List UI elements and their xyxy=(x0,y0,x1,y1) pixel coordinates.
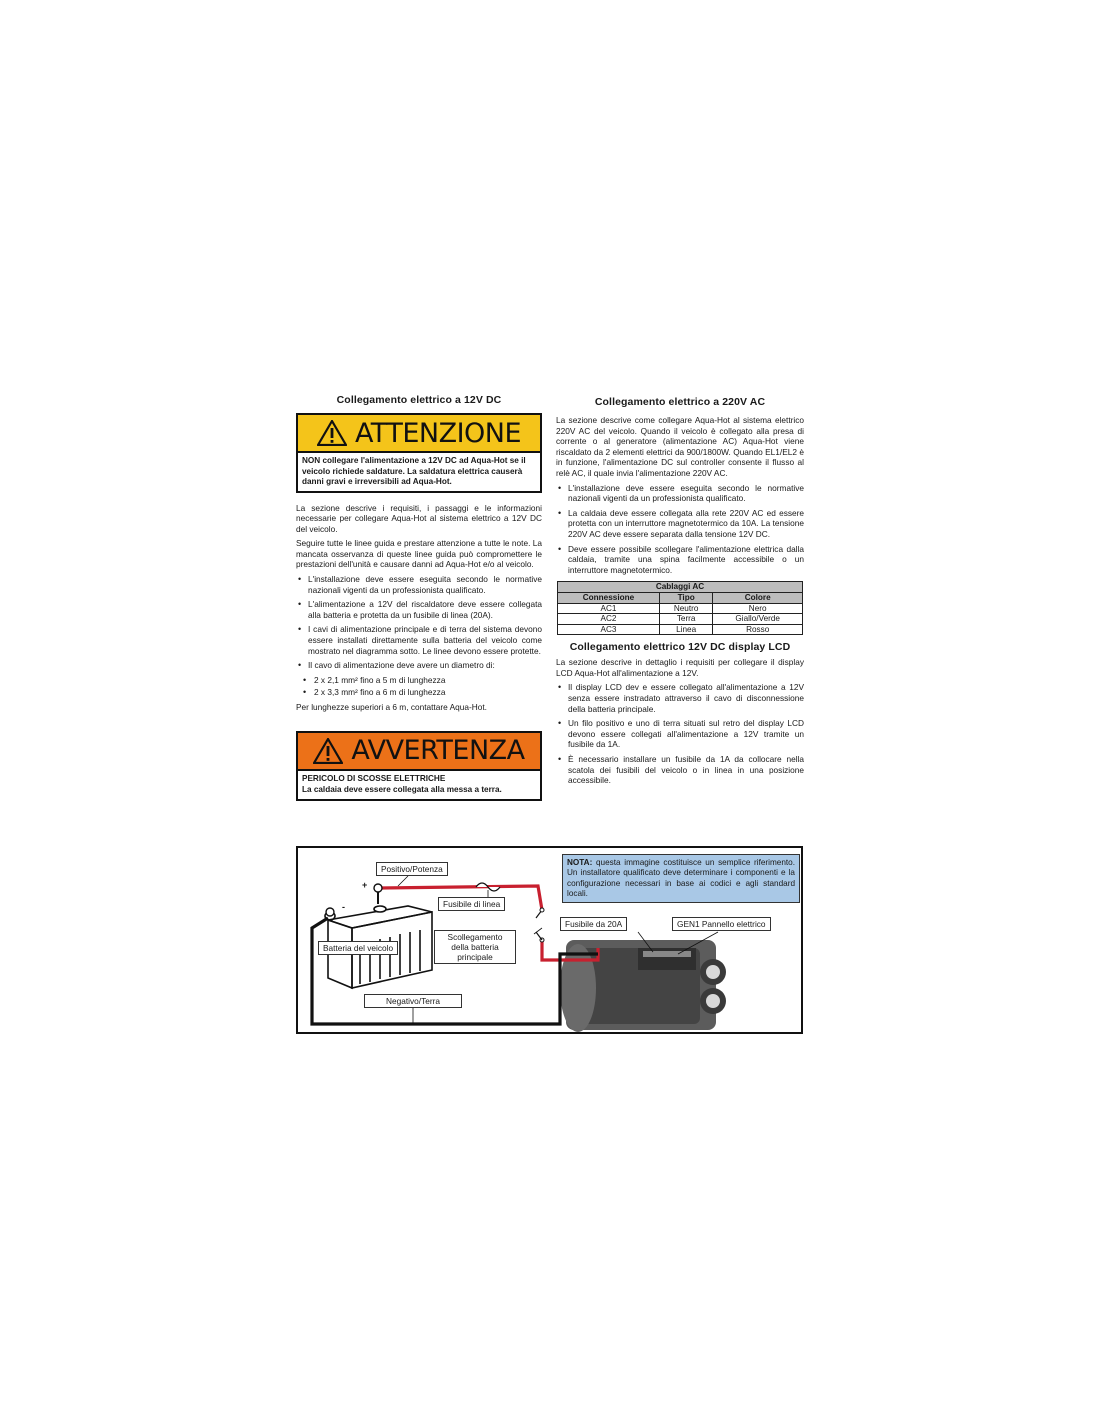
warning-triangle-icon xyxy=(313,738,343,764)
table-row xyxy=(558,603,803,614)
label-gen1-panel: GEN1 Pannello elettrico xyxy=(672,917,771,931)
column-header: Colore xyxy=(713,592,803,603)
cable-diameter-list xyxy=(296,675,542,698)
lcd-intro-paragraph: La sezione descrive in dettaglio i requisiti per collegare il display LCD Aqua-Hot all'alimentazione a 12V. xyxy=(556,657,804,678)
lcd-requirements-list xyxy=(556,682,804,785)
table-cell: AC2 xyxy=(558,614,660,625)
table-row xyxy=(558,614,803,625)
attention-banner xyxy=(298,415,540,453)
fuse-symbol xyxy=(476,883,500,891)
warning-line1: PERICOLO DI SCOSSE ELETTRICHE xyxy=(302,773,446,783)
table-cell: Neutro xyxy=(659,603,712,614)
warning-triangle-icon xyxy=(317,420,347,446)
label-positive: Positivo/Potenza xyxy=(376,862,448,876)
table-cell: Nero xyxy=(713,603,803,614)
wiring-diagram xyxy=(296,846,803,1034)
table-caption: Cablaggi AC xyxy=(558,582,803,593)
column-header: Tipo xyxy=(659,592,712,603)
label-minus: - xyxy=(342,902,345,912)
table-cell: AC1 xyxy=(558,603,660,614)
contact-paragraph: Per lunghezze superiori a 6 m, contattare Aqua-Hot. xyxy=(296,702,487,712)
table-cell: Rosso xyxy=(713,624,803,635)
list-item: • È necessario installare un fusibile da 1A da collocare nella scatola dei fusibili del veicolo o in linea in una posizione accessibile. xyxy=(568,754,804,786)
attention-text: NON collegare l'alimentazione a 12V DC ad Aqua-Hot se il veicolo richiede saldature. La saldatura elettrica causerà danni gravi e irreversibili ad Aqua-Hot. xyxy=(302,456,526,486)
ac-requirements-list xyxy=(556,483,804,576)
warning-box xyxy=(296,731,542,801)
list-item: • Il cavo di alimentazione deve avere un diametro di: xyxy=(308,660,542,671)
list-item: • L'installazione deve essere eseguita secondo le normative nazionali vigenti da un professionista qualificato. xyxy=(568,483,804,504)
list-item: • 2 x 3,3 mm² fino a 6 m di lunghezza xyxy=(314,687,542,698)
list-item: • Deve essere possibile scollegare l'alimentazione elettrica dalla caldaia, tramite una spina facilmente accessibile o un interruttore magnetotermico. xyxy=(568,544,804,576)
label-plus: + xyxy=(362,880,368,890)
table-cell: Giallo/Verde xyxy=(713,614,803,625)
list-item: • I cavi di alimentazione principale e di terra del sistema devono essere installati direttamente sulla batteria del veicolo come mostrato nel diagramma sotto. Le linee devono essere protette. xyxy=(308,624,542,656)
list-item: • Un filo positivo e uno di terra situati sul retro del display LCD devono essere collegati all'alimentazione a 12V tramite un fusibile da 1A. xyxy=(568,718,804,750)
section-heading-220v: Collegamento elettrico a 220V AC xyxy=(594,396,766,408)
list-item: • La caldaia deve essere collegata alla rete 220V AC ed essere protetta con un interruttore magnetotermico da 10A. La tensione 220V AC deve essere separata dalla tensione 12V DC. xyxy=(568,508,804,540)
list-item: • L'installazione deve essere eseguita secondo le normative nazionali vigenti da un professionista qualificato. xyxy=(308,574,542,595)
right-column xyxy=(556,392,804,790)
section-heading-lcd: Collegamento elettrico 12V DC display LCD xyxy=(569,641,791,654)
table-cell: Linea xyxy=(659,624,712,635)
label-fuse-20a: Fusibile da 20A xyxy=(560,917,627,931)
table-header-row xyxy=(558,592,803,603)
ac-wiring-table xyxy=(557,581,803,635)
note-text: questa immagine costituisce un semplice riferimento. Un installatore qualificato deve determinare i componenti e la configurazione necessari in base ai codici e agli standard locali. xyxy=(567,858,795,898)
warning-banner xyxy=(298,733,540,771)
list-item: • Il display LCD dev e essere collegato all'alimentazione a 12V senza essere instradato attraverso il cavo di disconnessione della batteria principale. xyxy=(568,682,804,714)
section-heading-12v: Collegamento elettrico a 12V DC xyxy=(336,394,502,406)
dc-requirements-list xyxy=(296,574,542,671)
label-negative: Negativo/Terra xyxy=(364,994,462,1008)
list-item: • 2 x 2,1 mm² fino a 5 m di lunghezza xyxy=(314,675,542,686)
label-disconnect: Scollegamento della batteria principale xyxy=(434,930,516,964)
warning-title: AVVERTENZA xyxy=(351,735,525,767)
reference-note xyxy=(562,854,800,903)
ac-intro-paragraph: La sezione descrive come collegare Aqua-Hot al sistema elettrico 220V AC del veicolo. Quando il veicolo è collegato alla presa di corrente o al generatore (alimentazione AC) Aqua-Hot viene riscaldato da 2 elementi elettrici da 900/1800W. Quando EL1/EL2 è in funzione, l'alimentazione DC sul controller consente il flusso al relè AC, il quale invia l'alimentazione 220V AC. xyxy=(556,415,804,478)
label-battery: Batteria del veicolo xyxy=(318,941,398,955)
table-row xyxy=(558,624,803,635)
column-header: Connessione xyxy=(558,592,660,603)
attention-title: ATTENZIONE xyxy=(354,417,522,449)
left-column xyxy=(296,392,542,811)
note-label: NOTA: xyxy=(567,858,593,867)
attention-box xyxy=(296,413,542,493)
table-cell: Terra xyxy=(659,614,712,625)
intro-paragraph: La sezione descrive i requisiti, i passaggi e le informazioni necessarie per collegare Aqua-Hot al sistema elettrico a 12V DC del veicolo. xyxy=(296,502,542,534)
guidelines-paragraph: Seguire tutte le linee guida e prestare attenzione a tutte le note. La mancata osservanza di queste linee guida può compromettere le prestazioni dell'unità e causare danni ad Aqua-Hot e/o al veicolo. xyxy=(296,538,542,570)
label-line-fuse: Fusibile di linea xyxy=(438,897,505,911)
list-item: • L'alimentazione a 12V del riscaldatore deve essere collegata alla batteria e protetta da un fusibile di linea (20A). xyxy=(308,599,542,620)
table-cell: AC3 xyxy=(558,624,660,635)
warning-line2: La caldaia deve essere collegata alla messa a terra. xyxy=(302,785,502,795)
